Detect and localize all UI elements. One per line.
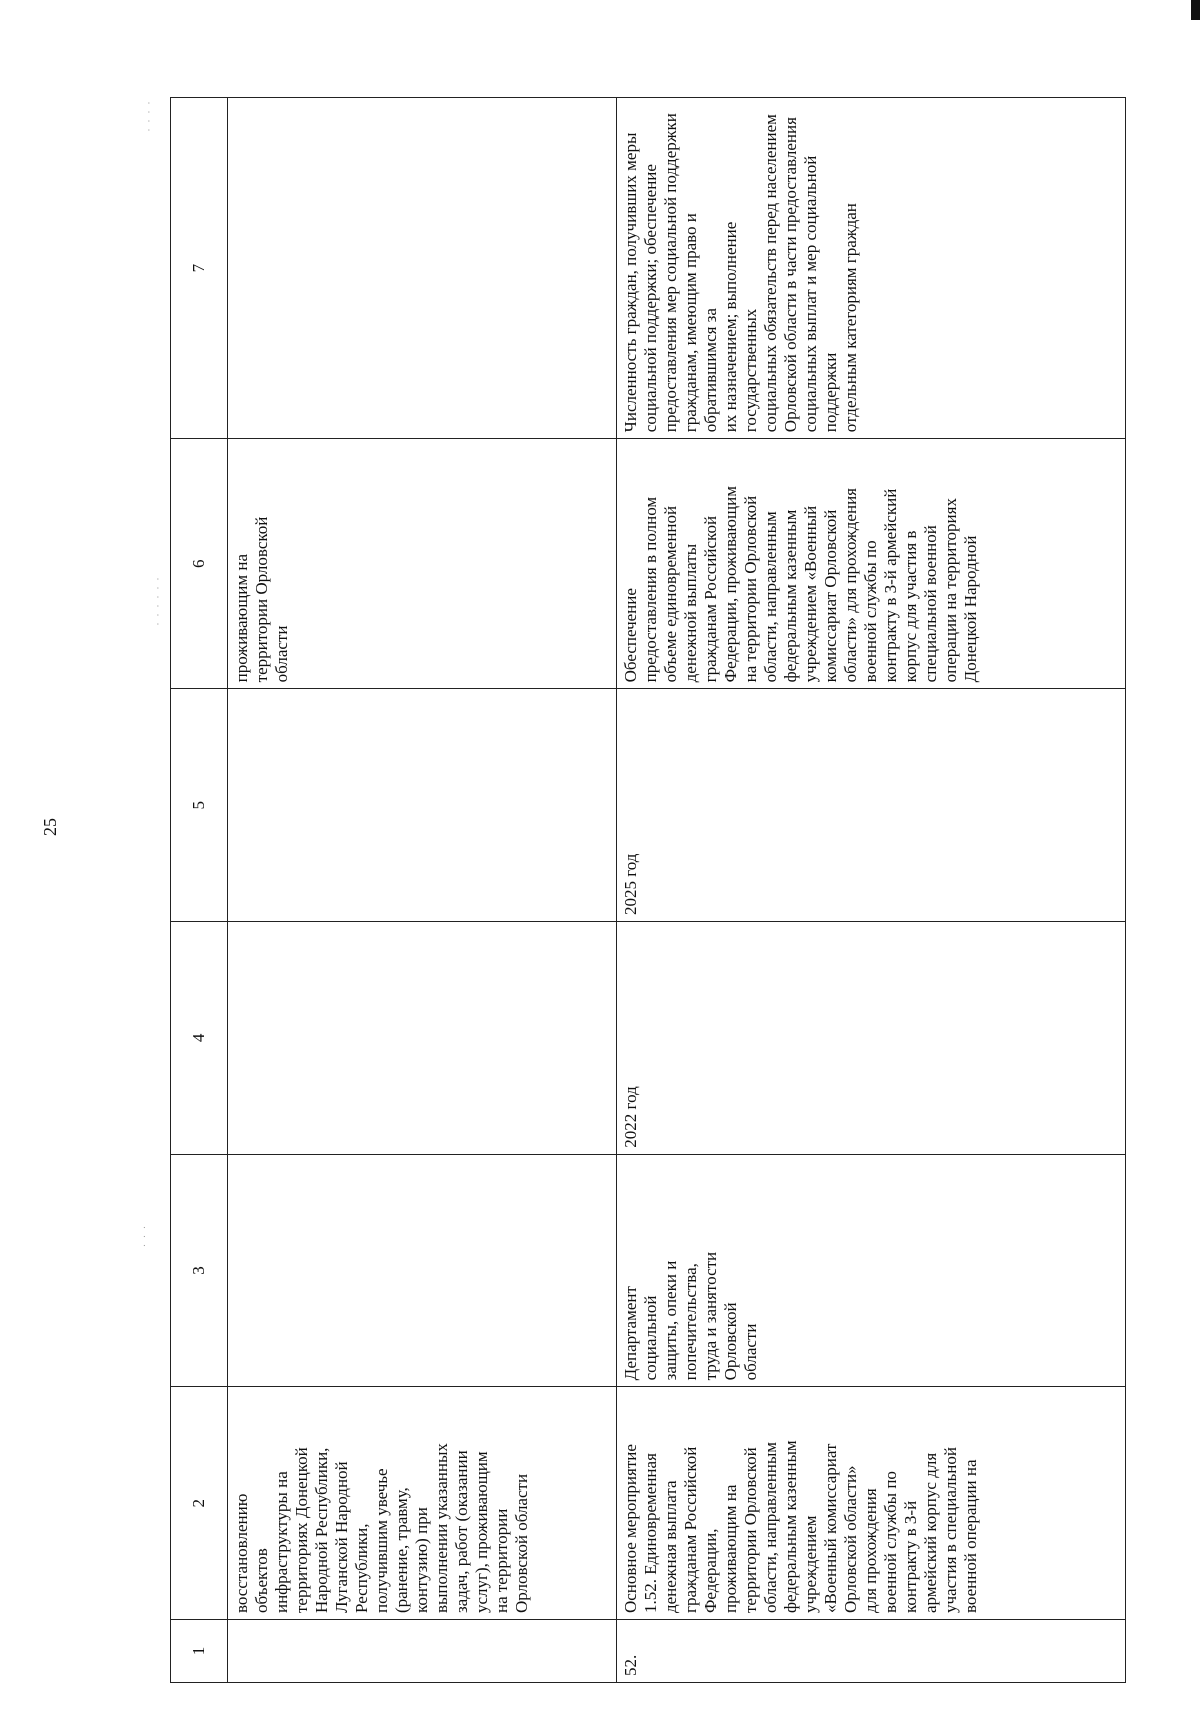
scan-corner-mark — [1191, 0, 1200, 20]
executor-cell — [228, 1154, 617, 1387]
expected-result-cell: проживающим на территории Орловской области — [228, 439, 617, 689]
start-year-cell — [228, 922, 617, 1155]
row-number-cell: 52. — [617, 1620, 1126, 1683]
header-col-4: 4 — [171, 922, 228, 1155]
rotated-table-container — [170, 97, 1110, 1683]
header-col-2: 2 — [171, 1387, 228, 1620]
table-row — [617, 98, 1126, 1683]
end-year-cell — [228, 689, 617, 922]
header-col-7: 7 — [171, 98, 228, 439]
table-row — [228, 98, 617, 1683]
scan-artifact: . . . . — [141, 99, 153, 132]
end-year-cell: 2025 год — [617, 689, 1126, 922]
header-col-5: 5 — [171, 689, 228, 922]
indicator-link-cell — [228, 98, 617, 439]
activity-name-cell: восстановлению объектов инфраструктуры на территориях Донецкой Народной Республики, Луганской Народной Республики, получившим увечье (ранение, травму, контузию) при выполнении указанных задач, работ (оказании услуг), проживающим на территории Орловской области — [228, 1387, 617, 1620]
header-col-1: 1 — [171, 1620, 228, 1683]
activity-name-cell: Основное мероприятие 1.52. Единовременная денежная выплата гражданам Российской Федерации, проживающим на территории Орловской области, направленным федеральным казенным учреждением «Военный комиссариат Орловской области» для прохождения военной службы по контракту в 3-й армейский корпус для участия в специальной военной операции на — [617, 1387, 1126, 1620]
executor-cell: Департамент социальной защиты, опеки и попечительства, труда и занятости Орловской области — [617, 1154, 1126, 1387]
expected-result-cell: Обеспечение предоставления в полном объеме единовременной денежной выплаты гражданам Российской Федерации, проживающим на территории Орловской области, направленным федеральным казенным учреждением «Военный комиссариат Орловской области» для прохождения военной службы по контракту в 3-й армейский корпус для участия в специальной военной операции на территориях Донецкой Народной — [617, 439, 1126, 689]
table-header-row — [171, 98, 228, 1683]
start-year-cell: 2022 год — [617, 922, 1126, 1155]
header-col-3: 3 — [171, 1154, 228, 1387]
scan-artifact: . . . — [136, 1224, 148, 1247]
row-number-cell — [228, 1620, 617, 1683]
scan-artifact: . . . . . . — [150, 575, 162, 626]
program-activities-table — [170, 97, 1126, 1683]
indicator-link-cell: Численность граждан, получивших меры социальной поддержки; обеспечение предоставления мер социальной поддержки гражданам, имеющим право и обратившимся за их назначением; выполнение государственных социальных обязательств перед населением Орловской области в части предоставления социальных выплат и мер социальной поддержки отдельным категориям граждан — [617, 98, 1126, 439]
header-col-6: 6 — [171, 439, 228, 689]
page-number: 25 — [40, 818, 60, 836]
